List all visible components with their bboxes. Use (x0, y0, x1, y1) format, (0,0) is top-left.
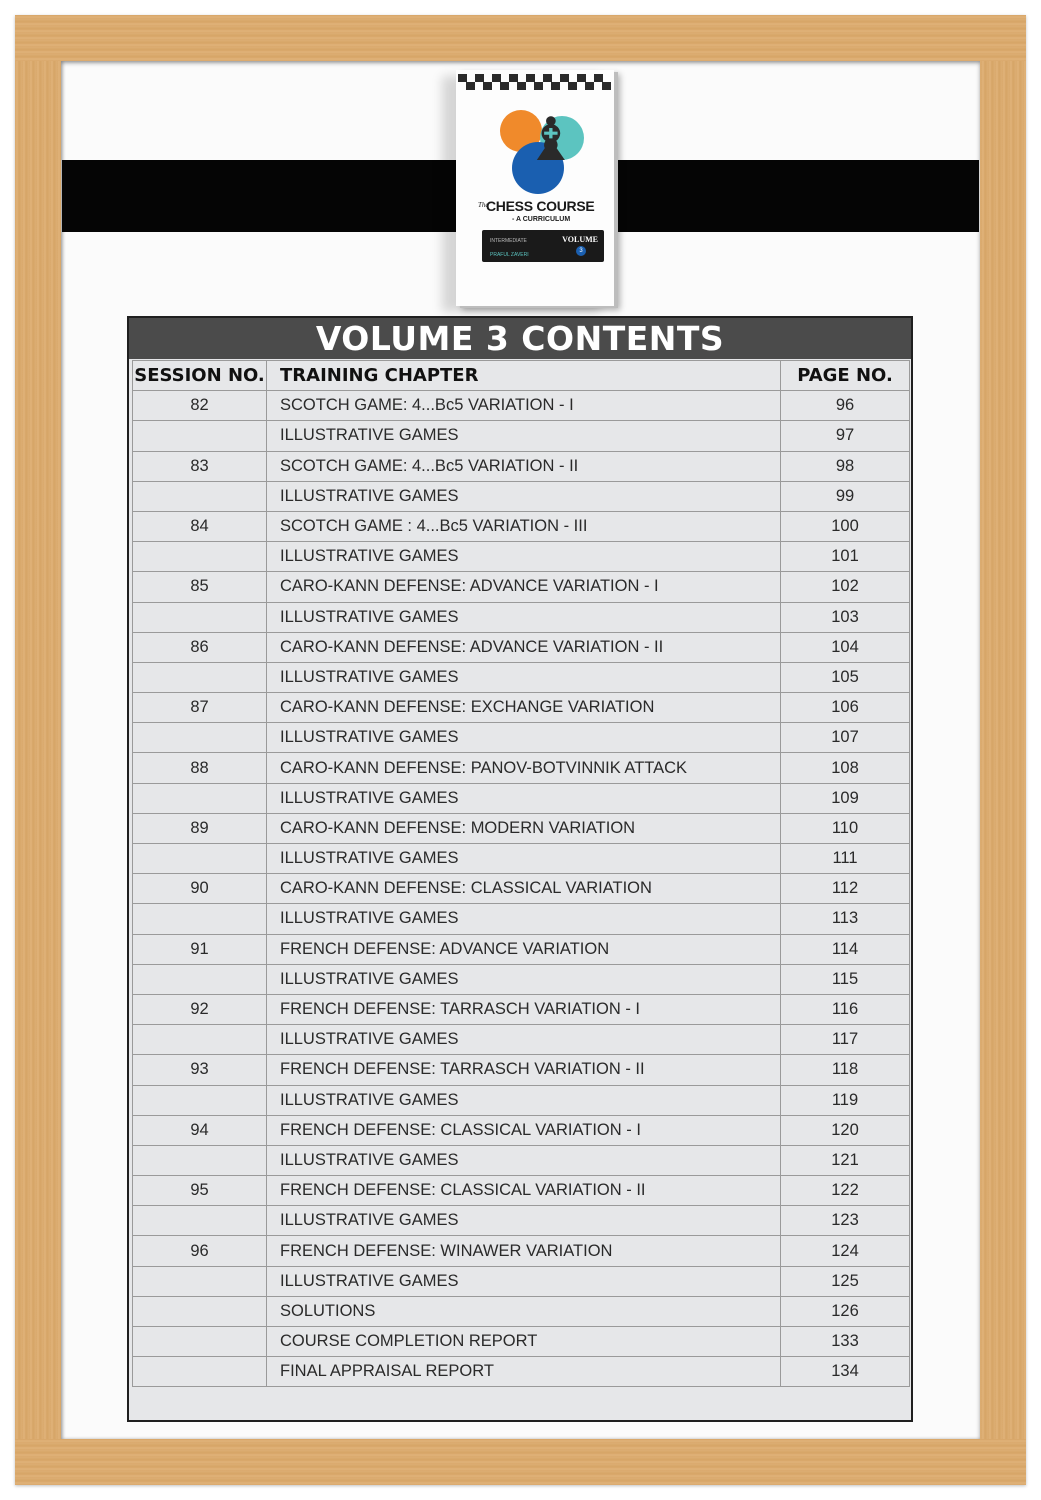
session-cell: 90 (133, 874, 267, 904)
chapter-cell: COURSE COMPLETION REPORT (267, 1327, 781, 1357)
checker-square (466, 82, 475, 90)
table-row (133, 934, 910, 964)
frame-top-rail (15, 15, 1026, 61)
session-cell: 87 (133, 693, 267, 723)
chapter-cell: CARO-KANN DEFENSE: EXCHANGE VARIATION (267, 693, 781, 723)
chapter-cell: CARO-KANN DEFENSE: PANOV-BOTVINNIK ATTACK (267, 753, 781, 783)
chapter-cell: CARO-KANN DEFENSE: ADVANCE VARIATION - II (267, 632, 781, 662)
table-row (133, 1025, 910, 1055)
chapter-cell: FINAL APPRAISAL REPORT (267, 1357, 781, 1387)
chapter-cell: CARO-KANN DEFENSE: MODERN VARIATION (267, 813, 781, 843)
session-cell (133, 602, 267, 632)
book-author: PRAFUL ZAVERI (490, 252, 529, 258)
chapter-cell: ILLUSTRATIVE GAMES (267, 783, 781, 813)
chapter-cell: SCOTCH GAME : 4...Bc5 VARIATION - III (267, 511, 781, 541)
chapter-cell: FRENCH DEFENSE: ADVANCE VARIATION (267, 934, 781, 964)
page-cell: 104 (781, 632, 910, 662)
chapter-cell: ILLUSTRATIVE GAMES (267, 1025, 781, 1055)
page-cell: 102 (781, 572, 910, 602)
page-cell: 105 (781, 662, 910, 692)
table-row (133, 1145, 910, 1175)
page-cell: 111 (781, 844, 910, 874)
header-page: PAGE NO. (781, 361, 910, 391)
session-cell: 92 (133, 994, 267, 1024)
page-cell: 108 (781, 753, 910, 783)
book-level: INTERMEDIATE (490, 238, 527, 244)
chapter-cell: CARO-KANN DEFENSE: ADVANCE VARIATION - I (267, 572, 781, 602)
chapter-cell: FRENCH DEFENSE: CLASSICAL VARIATION - II (267, 1176, 781, 1206)
page-cell: 99 (781, 481, 910, 511)
checker-square (492, 74, 501, 82)
contents-panel (127, 316, 913, 1422)
table-row (133, 904, 910, 934)
session-cell (133, 1206, 267, 1236)
page-cell: 101 (781, 542, 910, 572)
table-row (133, 783, 910, 813)
table-row (133, 844, 910, 874)
table-row (133, 391, 910, 421)
checkerboard-border (458, 74, 608, 90)
chapter-cell: ILLUSTRATIVE GAMES (267, 542, 781, 572)
session-cell: 93 (133, 1055, 267, 1085)
table-row (133, 1327, 910, 1357)
page-cell: 120 (781, 1115, 910, 1145)
session-cell (133, 1145, 267, 1175)
session-cell (133, 481, 267, 511)
checker-square (551, 82, 560, 90)
page-cell: 97 (781, 421, 910, 451)
session-cell (133, 783, 267, 813)
session-cell (133, 964, 267, 994)
table-row (133, 1085, 910, 1115)
page-cell: 109 (781, 783, 910, 813)
checker-square (517, 82, 526, 90)
table-row (133, 662, 910, 692)
table-row (133, 451, 910, 481)
session-cell: 95 (133, 1176, 267, 1206)
page-cell: 126 (781, 1296, 910, 1326)
session-cell: 83 (133, 451, 267, 481)
table-row (133, 813, 910, 843)
page-cell: 119 (781, 1085, 910, 1115)
page-cell: 107 (781, 723, 910, 753)
page-cell: 134 (781, 1357, 910, 1387)
table-row (133, 723, 910, 753)
chapter-cell: SCOTCH GAME: 4...Bc5 VARIATION - II (267, 451, 781, 481)
chapter-cell: ILLUSTRATIVE GAMES (267, 1206, 781, 1236)
table-row (133, 511, 910, 541)
page-cell: 122 (781, 1176, 910, 1206)
chapter-cell: SCOTCH GAME: 4...Bc5 VARIATION - I (267, 391, 781, 421)
session-cell (133, 1266, 267, 1296)
page-cell: 125 (781, 1266, 910, 1296)
chapter-cell: ILLUSTRATIVE GAMES (267, 662, 781, 692)
session-cell: 94 (133, 1115, 267, 1145)
page-cell: 96 (781, 391, 910, 421)
page-cell: 124 (781, 1236, 910, 1266)
table-row (133, 421, 910, 451)
checker-square (526, 74, 535, 82)
session-cell (133, 723, 267, 753)
table-row (133, 1115, 910, 1145)
session-cell (133, 904, 267, 934)
checker-square (568, 82, 577, 90)
checker-square (543, 74, 552, 82)
session-cell: 82 (133, 391, 267, 421)
table-row (133, 481, 910, 511)
page-cell: 117 (781, 1025, 910, 1055)
table-row (133, 693, 910, 723)
table-row (133, 964, 910, 994)
session-cell (133, 1327, 267, 1357)
page-cell: 114 (781, 934, 910, 964)
session-cell: 88 (133, 753, 267, 783)
session-cell: 86 (133, 632, 267, 662)
session-cell (133, 1357, 267, 1387)
session-cell (133, 1296, 267, 1326)
page-cell: 100 (781, 511, 910, 541)
checker-square (534, 82, 543, 90)
book-title-prefix: The (478, 201, 489, 209)
session-cell (133, 844, 267, 874)
page-cell: 121 (781, 1145, 910, 1175)
table-row (133, 1206, 910, 1236)
checker-square (500, 82, 509, 90)
chapter-cell: FRENCH DEFENSE: CLASSICAL VARIATION - I (267, 1115, 781, 1145)
page-cell: 118 (781, 1055, 910, 1085)
table-row (133, 1176, 910, 1206)
checker-square (577, 74, 586, 82)
chapter-cell: ILLUSTRATIVE GAMES (267, 844, 781, 874)
chapter-cell: ILLUSTRATIVE GAMES (267, 602, 781, 632)
table-row (133, 1055, 910, 1085)
book-volume-label: VOLUME (562, 235, 598, 244)
table-row (133, 1357, 910, 1387)
page-cell: 113 (781, 904, 910, 934)
table-row (133, 602, 910, 632)
checker-square (483, 82, 492, 90)
table-row (133, 994, 910, 1024)
table-row (133, 1266, 910, 1296)
session-cell (133, 1085, 267, 1115)
page-cell: 116 (781, 994, 910, 1024)
book-title: CHESS COURSE (486, 198, 595, 214)
book-info-panel (482, 230, 604, 262)
table-row (133, 1236, 910, 1266)
chapter-cell: ILLUSTRATIVE GAMES (267, 964, 781, 994)
page-cell: 123 (781, 1206, 910, 1236)
session-cell (133, 421, 267, 451)
frame-bottom-rail (15, 1439, 1026, 1485)
chapter-cell: ILLUSTRATIVE GAMES (267, 481, 781, 511)
chapter-cell: FRENCH DEFENSE: WINAWER VARIATION (267, 1236, 781, 1266)
session-cell: 91 (133, 934, 267, 964)
page-cell: 110 (781, 813, 910, 843)
table-row (133, 632, 910, 662)
chapter-cell: FRENCH DEFENSE: TARRASCH VARIATION - II (267, 1055, 781, 1085)
table-row (133, 874, 910, 904)
checker-square (458, 74, 467, 82)
chapter-cell: ILLUSTRATIVE GAMES (267, 1145, 781, 1175)
contents-title: VOLUME 3 CONTENTS (129, 318, 911, 359)
session-cell (133, 542, 267, 572)
chapter-cell: ILLUSTRATIVE GAMES (267, 904, 781, 934)
page-cell: 106 (781, 693, 910, 723)
page-cell: 98 (781, 451, 910, 481)
table-row (133, 1296, 910, 1326)
chapter-cell: SOLUTIONS (267, 1296, 781, 1326)
chapter-cell: ILLUSTRATIVE GAMES (267, 1085, 781, 1115)
session-cell: 85 (133, 572, 267, 602)
checker-square (509, 74, 518, 82)
table-row (133, 542, 910, 572)
bishop-icon: ♝ (524, 105, 578, 175)
header-session: SESSION NO. (133, 361, 267, 391)
chapter-cell: ILLUSTRATIVE GAMES (267, 1266, 781, 1296)
checker-square (585, 82, 594, 90)
header-chapter: TRAINING CHAPTER (267, 361, 781, 391)
contents-table (132, 360, 910, 1387)
session-cell (133, 1025, 267, 1055)
session-cell: 84 (133, 511, 267, 541)
chapter-cell: ILLUSTRATIVE GAMES (267, 421, 781, 451)
page-cell: 133 (781, 1327, 910, 1357)
checker-square (560, 74, 569, 82)
book-volume-number: 3 (576, 246, 586, 256)
checker-square (475, 74, 484, 82)
book-subtitle: - A CURRICULUM (512, 216, 571, 223)
page-cell: 112 (781, 874, 910, 904)
table-row (133, 753, 910, 783)
session-cell: 96 (133, 1236, 267, 1266)
book-cover (456, 70, 614, 306)
checker-square (594, 74, 603, 82)
table-row (133, 572, 910, 602)
chapter-cell: ILLUSTRATIVE GAMES (267, 723, 781, 753)
session-cell: 89 (133, 813, 267, 843)
table-header-row (133, 361, 910, 391)
checker-square (602, 82, 611, 90)
chapter-cell: FRENCH DEFENSE: TARRASCH VARIATION - I (267, 994, 781, 1024)
session-cell (133, 662, 267, 692)
chapter-cell: CARO-KANN DEFENSE: CLASSICAL VARIATION (267, 874, 781, 904)
page-cell: 115 (781, 964, 910, 994)
page-cell: 103 (781, 602, 910, 632)
